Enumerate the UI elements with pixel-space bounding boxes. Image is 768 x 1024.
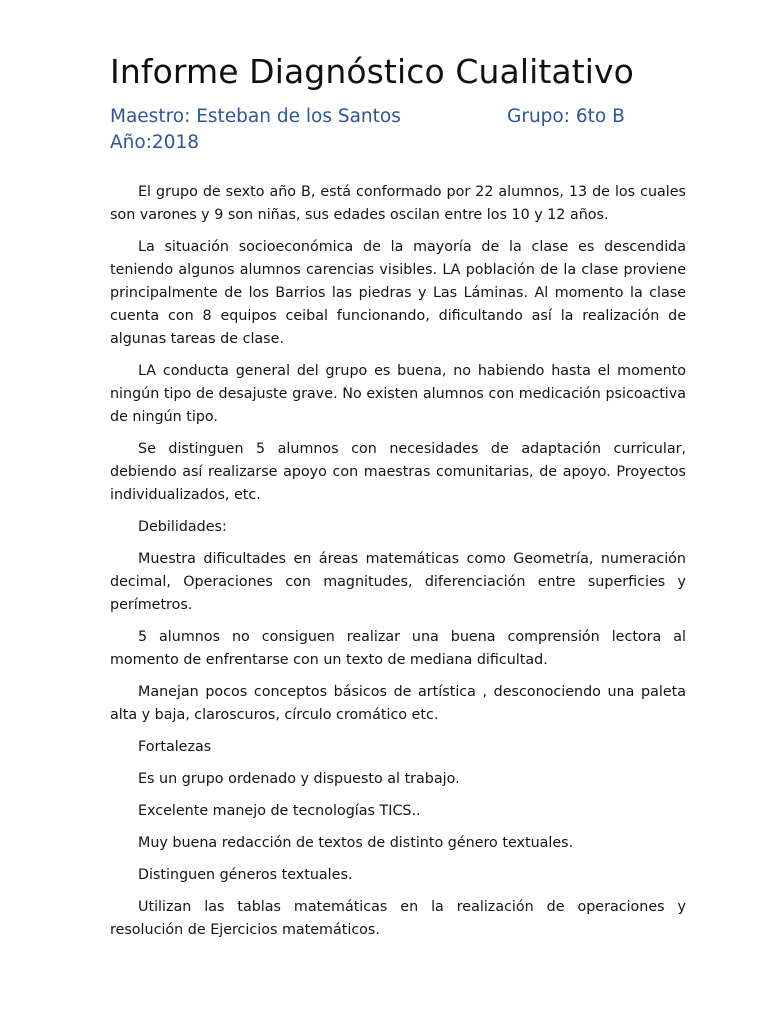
heading-strengths: Fortalezas xyxy=(138,739,212,755)
paragraph-group-composition: El grupo de sexto año B, está conformado por 22 alumnos, 13 de los cuales son varones y 9 son niñas, sus edades oscilan entre los 10 y 12 años. xyxy=(110,184,686,223)
document-body xyxy=(110,181,686,942)
document-title: Informe Diagnóstico Cualitativo xyxy=(110,52,634,91)
weakness-math: Muestra dificultades en áreas matemáticas como Geometría, numeración decimal, Operaciones con magnitudes, diferenciación entre superficies y perímetros. xyxy=(110,551,686,613)
teacher-label: Maestro: Esteban de los Santos xyxy=(110,106,401,127)
strength-genres: Distinguen géneros textuales. xyxy=(138,867,353,883)
heading-weaknesses: Debilidades: xyxy=(138,519,227,535)
strength-ordered: Es un grupo ordenado y dispuesto al trabajo. xyxy=(138,771,460,787)
document-page xyxy=(110,48,686,951)
meta-row xyxy=(110,104,686,130)
paragraph-socioeconomic: La situación socioeconómica de la mayoría de la clase es descendida teniendo algunos alumnos carencias visibles. LA población de la clase proviene principalmente de los Barrios las piedras y Las Láminas. Al momento la clase cuenta con 8 equipos ceibal funcionando, dificultando así la realización de algunas tareas de clase. xyxy=(110,239,686,347)
weakness-reading: 5 alumnos no consiguen realizar una buena comprensión lectora al momento de enfrentarse con un texto de mediana dificultad. xyxy=(110,629,686,668)
paragraph-curricular-adaptation: Se distinguen 5 alumnos con necesidades de adaptación curricular, debiendo así realizarse apoyo con maestras comunitarias, de apoyo. Proyectos individualizados, etc. xyxy=(110,441,686,503)
strength-math-tables: Utilizan las tablas matemáticas en la realización de operaciones y resolución de Ejercicios matemáticos. xyxy=(110,899,686,938)
strength-writing: Muy buena redacción de textos de distinto género textuales. xyxy=(138,835,574,851)
group-label: Grupo: 6to B xyxy=(507,106,625,127)
weakness-art: Manejan pocos conceptos básicos de artística , desconociendo una paleta alta y baja, claroscuros, círculo cromático etc. xyxy=(110,684,686,723)
strength-tics: Excelente manejo de tecnologías TICS.. xyxy=(138,803,421,819)
paragraph-conduct: LA conducta general del grupo es buena, no habiendo hasta el momento ningún tipo de desajuste grave. No existen alumnos con medicación psicoactiva de ningún tipo. xyxy=(110,363,686,425)
year-label: Año:2018 xyxy=(110,132,200,153)
document-meta xyxy=(110,104,686,156)
